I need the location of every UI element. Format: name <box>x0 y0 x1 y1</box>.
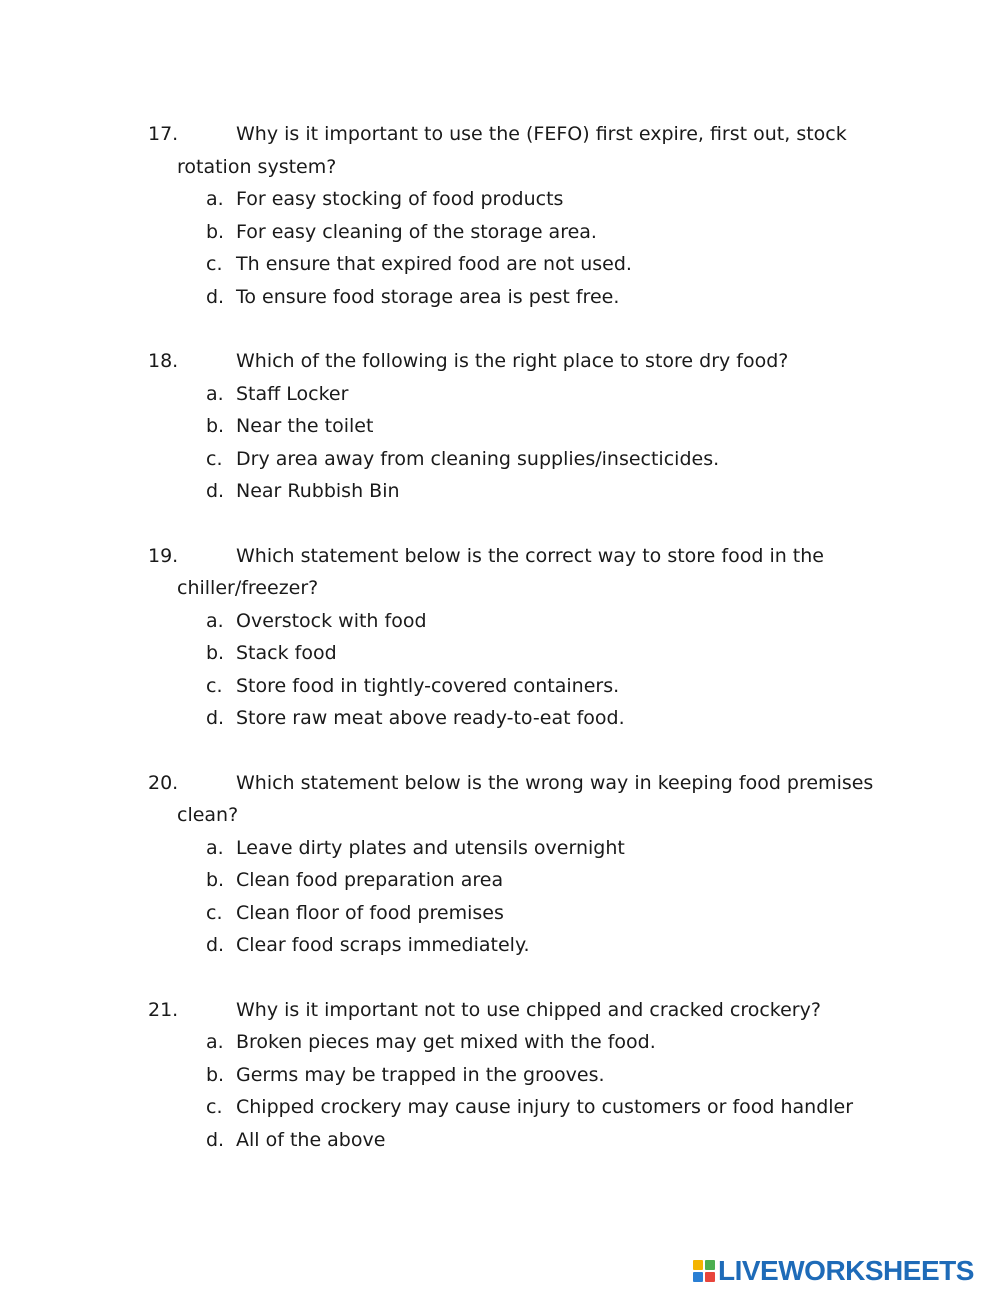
question-number: 20. <box>148 771 179 794</box>
logo-tile <box>693 1272 703 1282</box>
question-text: Why is it important to use the (FEFO) first expire, first out, stock <box>236 123 847 145</box>
question-number: 17. <box>148 123 179 145</box>
option-letter: d. <box>206 480 225 502</box>
question-19 <box>0 540 1000 735</box>
option-text: Near Rubbish Bin <box>236 480 400 502</box>
worksheet-page <box>0 118 1000 1188</box>
option-letter: c. <box>206 1096 223 1118</box>
answer-option-b[interactable] <box>0 864 1000 897</box>
option-text: Chipped crockery may cause injury to customers or food handler <box>236 1096 854 1118</box>
question-number: 18. <box>148 350 179 372</box>
question-17 <box>0 118 1000 313</box>
answer-options <box>0 1026 1000 1156</box>
option-letter: c. <box>206 674 223 697</box>
option-letter: c. <box>206 901 223 924</box>
answer-options <box>0 832 1000 962</box>
question-text: Which of the following is the right place to store dry food? <box>236 350 789 372</box>
option-letter: a. <box>206 1031 224 1053</box>
liveworksheets-logo <box>693 1256 974 1286</box>
question-20 <box>0 767 1000 962</box>
answer-options <box>0 183 1000 313</box>
answer-option-a[interactable] <box>0 1026 1000 1059</box>
option-letter: b. <box>206 415 225 437</box>
answer-options <box>0 378 1000 508</box>
option-letter: d. <box>206 285 225 308</box>
question-text-continued: chiller/freezer? <box>177 577 319 599</box>
answer-option-c[interactable] <box>0 443 1000 476</box>
option-letter: b. <box>206 220 225 243</box>
option-text: Leave dirty plates and utensils overnight <box>236 836 625 859</box>
answer-option-c[interactable] <box>0 1091 1000 1124</box>
logo-tile <box>705 1272 715 1282</box>
answer-option-c[interactable] <box>0 897 1000 930</box>
answer-option-d[interactable] <box>0 702 1000 735</box>
option-letter: c. <box>206 253 223 275</box>
answer-option-a[interactable] <box>0 832 1000 865</box>
option-text: Dry area away from cleaning supplies/insecticides. <box>236 447 720 470</box>
answer-option-b[interactable] <box>0 410 1000 443</box>
question-text: Which statement below is the correct way to store food in the <box>236 544 824 567</box>
question-number: 21. <box>148 998 179 1021</box>
answer-option-b[interactable] <box>0 637 1000 670</box>
option-text: Overstock with food <box>236 609 427 632</box>
option-letter: b. <box>206 1063 225 1086</box>
option-text: Store raw meat above ready-to-eat food. <box>236 707 625 729</box>
option-letter: a. <box>206 382 224 405</box>
option-text: Th ensure that expired food are not used. <box>236 253 632 275</box>
question-prompt <box>0 345 1000 378</box>
answer-option-c[interactable] <box>0 670 1000 703</box>
question-prompt <box>0 118 1000 151</box>
option-letter: b. <box>206 642 225 664</box>
option-text: Stack food <box>236 642 337 664</box>
question-18 <box>0 345 1000 508</box>
liveworksheets-logo-icon <box>693 1260 715 1282</box>
answer-option-b[interactable] <box>0 216 1000 249</box>
question-text-continued: rotation system? <box>177 155 337 178</box>
option-letter: a. <box>206 609 224 632</box>
question-prompt <box>0 767 1000 800</box>
answer-option-a[interactable] <box>0 605 1000 638</box>
question-text: Why is it important not to use chipped and cracked crockery? <box>236 998 821 1021</box>
option-text: Broken pieces may get mixed with the food. <box>236 1031 656 1053</box>
logo-tile <box>705 1260 715 1270</box>
answer-option-d[interactable] <box>0 929 1000 962</box>
question-text-continued: clean? <box>177 804 239 826</box>
option-text: To ensure food storage area is pest free. <box>236 285 620 308</box>
answer-options <box>0 605 1000 735</box>
option-letter: d. <box>206 934 225 956</box>
question-number: 19. <box>148 544 179 567</box>
answer-option-c[interactable] <box>0 248 1000 281</box>
brand-name: LIVEWORKSHEETS <box>718 1255 974 1286</box>
answer-option-b[interactable] <box>0 1059 1000 1092</box>
option-text: Store food in tightly-covered containers. <box>236 674 620 697</box>
option-text: Clean food preparation area <box>236 869 504 891</box>
answer-option-d[interactable] <box>0 475 1000 508</box>
option-letter: d. <box>206 707 225 729</box>
answer-option-a[interactable] <box>0 378 1000 411</box>
option-letter: b. <box>206 869 225 891</box>
option-text: Near the toilet <box>236 415 374 437</box>
option-text: For easy cleaning of the storage area. <box>236 220 597 243</box>
option-letter: c. <box>206 447 223 470</box>
option-letter: a. <box>206 836 224 859</box>
question-text: Which statement below is the wrong way in keeping food premises <box>236 771 874 794</box>
option-letter: d. <box>206 1128 225 1151</box>
option-text: Clean floor of food premises <box>236 901 504 924</box>
question-21 <box>0 994 1000 1157</box>
option-text: All of the above <box>236 1128 386 1151</box>
answer-option-d[interactable] <box>0 1124 1000 1157</box>
option-text: Clear food scraps immediately. <box>236 934 530 956</box>
option-letter: a. <box>206 188 224 210</box>
answer-option-a[interactable] <box>0 183 1000 216</box>
option-text: Staff Locker <box>236 382 349 405</box>
logo-tile <box>693 1260 703 1270</box>
question-prompt <box>0 994 1000 1027</box>
answer-option-d[interactable] <box>0 281 1000 314</box>
option-text: For easy stocking of food products <box>236 188 564 210</box>
option-text: Germs may be trapped in the grooves. <box>236 1063 605 1086</box>
question-prompt <box>0 540 1000 573</box>
